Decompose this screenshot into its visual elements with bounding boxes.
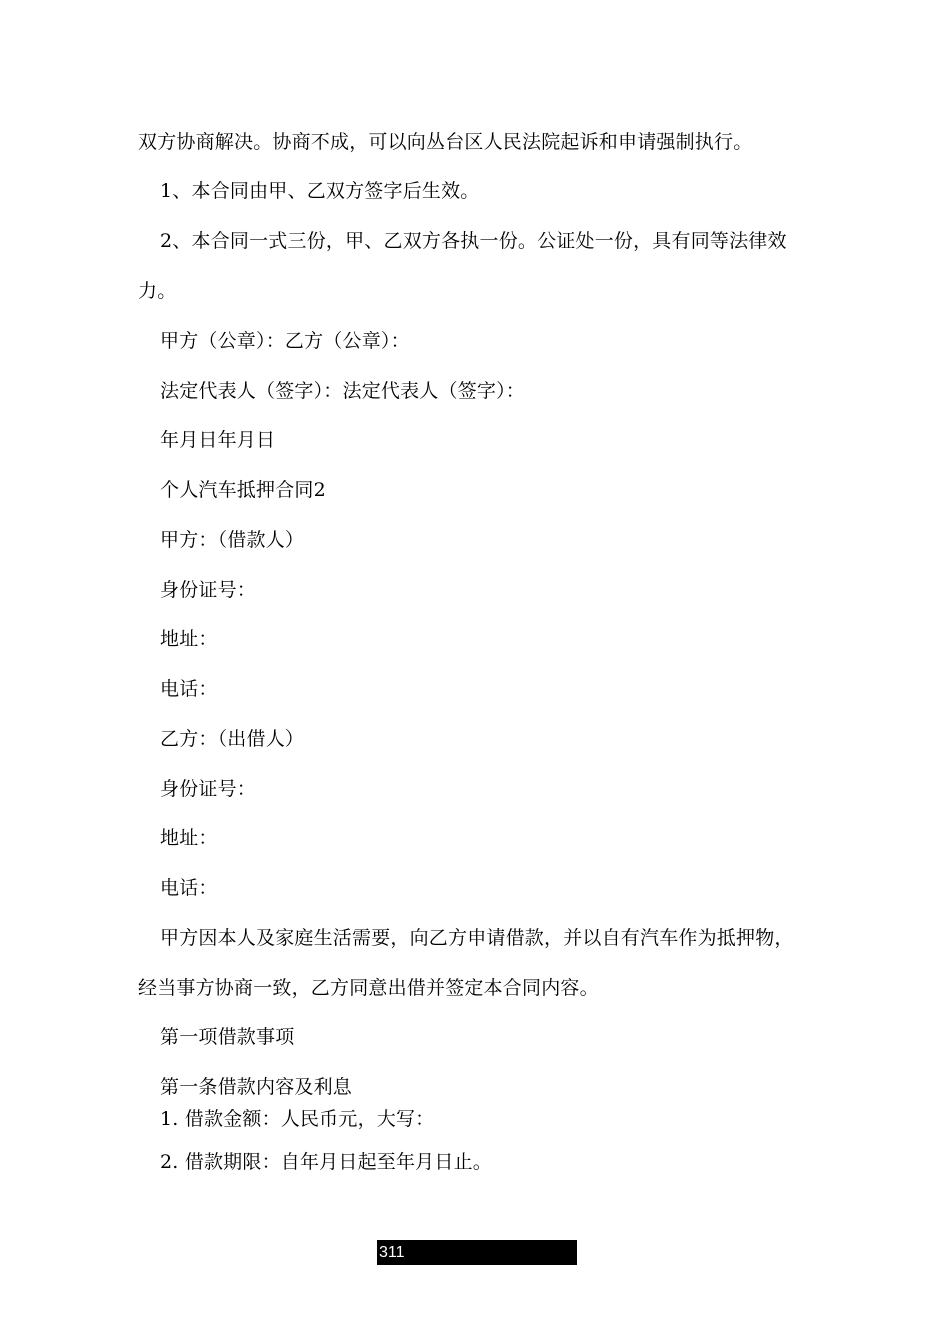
- paragraph-line: 第一项借款事项: [160, 1026, 295, 1048]
- paragraph-line: 身份证号：: [160, 579, 257, 601]
- paragraph-line: 1、本合同由甲、乙双方签字后生效。: [160, 180, 480, 202]
- paragraph-line: 地址：: [160, 827, 218, 849]
- paragraph-line: 乙方：（出借人）: [160, 728, 305, 750]
- paragraph-line: 第一条借款内容及利息: [160, 1076, 353, 1098]
- section-title: 个人汽车抵押合同2: [160, 479, 326, 501]
- paragraph-line: 2、本合同一式三份，甲、乙双方各执一份。公证处一份，具有同等法律效: [160, 230, 787, 252]
- list-item: 1. 借款金额：人民币元，大写：: [160, 1108, 435, 1130]
- paragraph-line: 电话：: [160, 678, 218, 700]
- paragraph-line: 年月日年月日: [160, 429, 276, 451]
- paragraph-line: 电话：: [160, 877, 218, 899]
- paragraph-line: 甲方因本人及家庭生活需要，向乙方申请借款，并以自有汽车作为抵押物，: [160, 927, 794, 949]
- paragraph-line: 甲方：（借款人）: [160, 529, 305, 551]
- paragraph-line: 力。: [138, 280, 177, 302]
- paragraph-line: 双方协商解决。协商不成，可以向丛台区人民法院起诉和申请强制执行。: [138, 131, 753, 153]
- paragraph-line: 经当事方协商一致，乙方同意出借并签定本合同内容。: [138, 977, 599, 999]
- paragraph-line: 地址：: [160, 628, 218, 650]
- page-number: 311: [377, 1240, 577, 1265]
- paragraph-line: 身份证号：: [160, 778, 257, 800]
- list-item: 2. 借款期限：自年月日起至年月日止。: [160, 1151, 492, 1173]
- paragraph-line: 甲方（公章）：乙方（公章）：: [160, 330, 410, 352]
- paragraph-line: 法定代表人（签字）：法定代表人（签字）：: [160, 380, 526, 402]
